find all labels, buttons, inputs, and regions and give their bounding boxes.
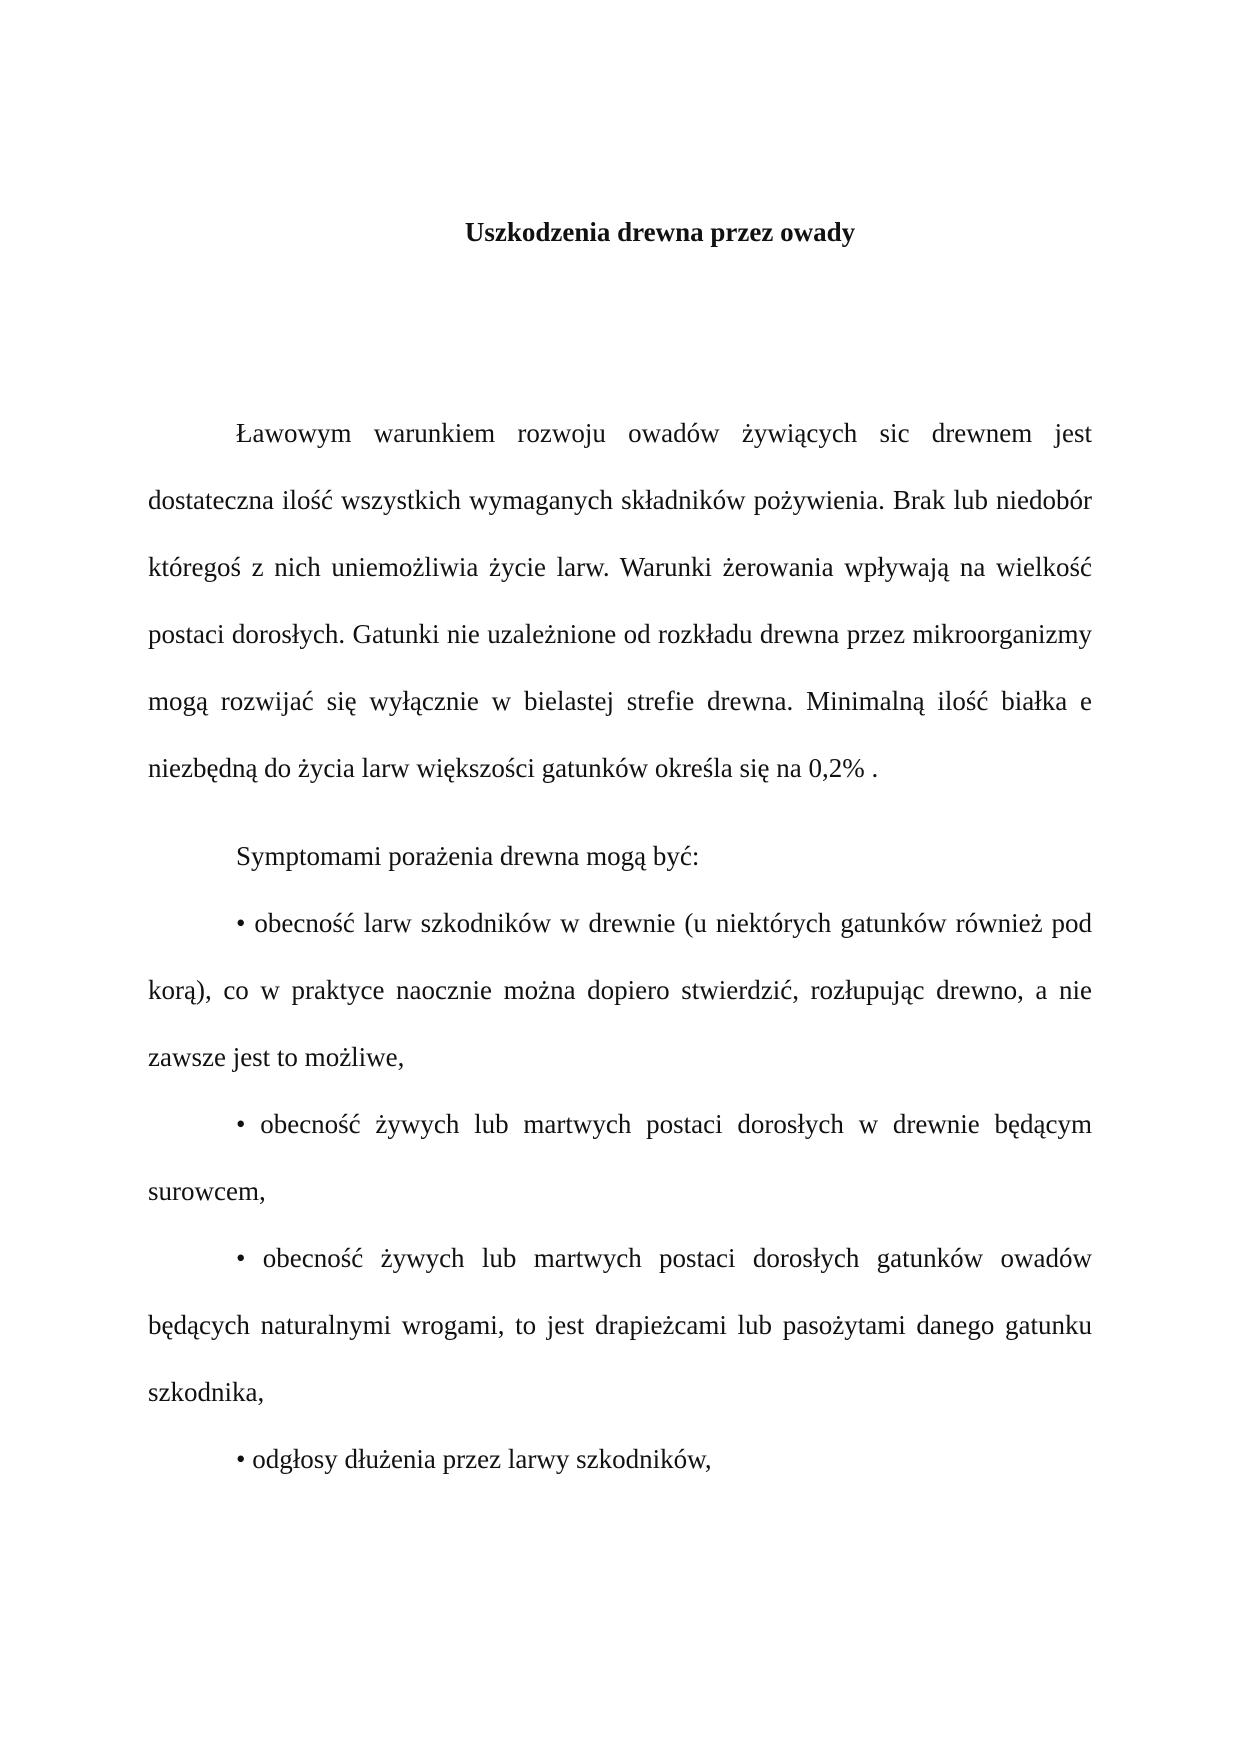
bullet-item: • obecność larw szkodników w drewnie (u niektórych gatunków również pod korą), co w praktyce naocznie można dopiero stwierdzić, rozłupując drewno, a nie zawsze jest to możliwe, bbox=[148, 908, 1092, 1072]
bullet-item: • odgłosy dłużenia przez larwy szkodników, bbox=[236, 1444, 712, 1474]
paragraph-symptoms-heading: Symptomami porażenia drewna mogą być: bbox=[236, 841, 700, 871]
document-body bbox=[148, 400, 1092, 1493]
document-title: Uszkodzenia drewna przez owady bbox=[464, 217, 856, 247]
bullet-item: • obecność żywych lub martwych postaci dorosłych gatunków owadów będących naturalnymi wrogami, to jest drapieżcami lub pasożytami danego gatunku szkodnika, bbox=[148, 1243, 1092, 1407]
paragraph-gap bbox=[148, 802, 1092, 823]
bullet-item: • obecność żywych lub martwych postaci dorosłych w drewnie będącym surowcem, bbox=[148, 1109, 1092, 1206]
paragraph-intro: Ławowym warunkiem rozwoju owadów żywiących sic drewnem jest dostateczna ilość wszystkich wymaganych składników pożywienia. Brak lub niedobór któregoś z nich uniemożliwia życie larw. Warunki żerowania wpływają na wielkość postaci dorosłych. Gatunki nie uzależnione od rozkładu drewna przez mikroorganizmy mogą rozwijać się wyłącznie w bielastej strefie drewna. Minimalną ilość białka e niezbędną do życia larw większości gatunków określa się na 0,2% . bbox=[148, 418, 1092, 783]
